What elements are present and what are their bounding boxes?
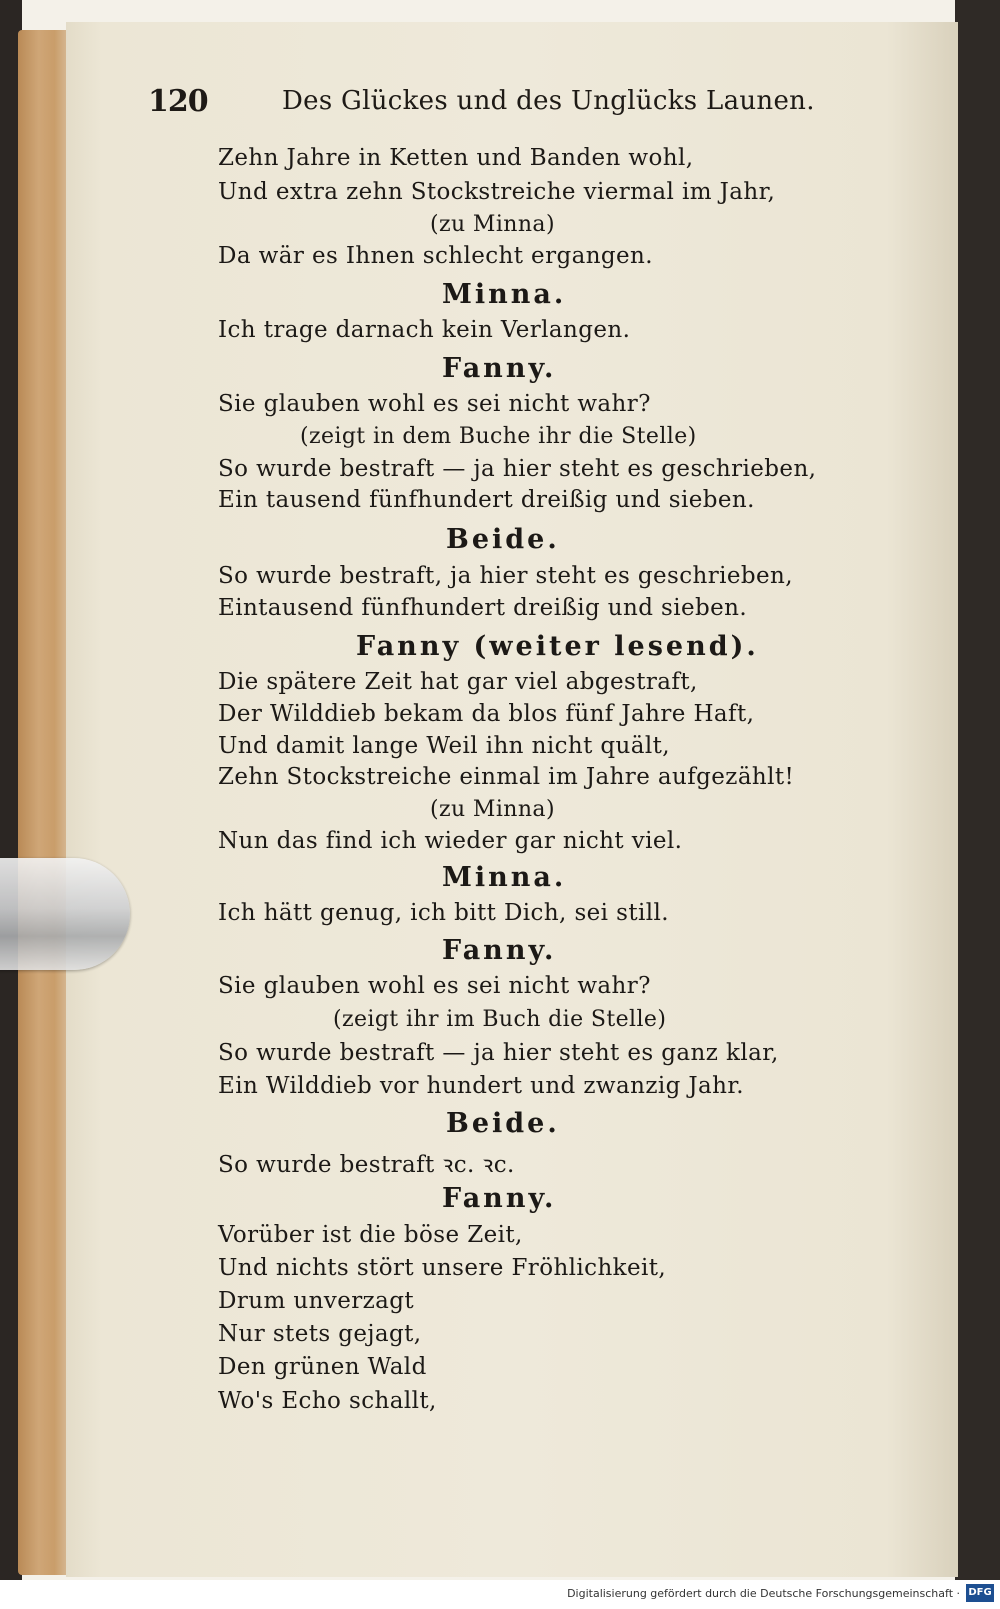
dfg-logo: DFG [966,1584,994,1602]
verse-line: Zehn Jahre in Ketten und Banden wohl, [218,145,694,171]
speaker-name: Beide. [446,1108,560,1139]
verse-line: So wurde bestraft — ja hier steht es geschrieben, [218,456,817,482]
verse-line: Und extra zehn Stockstreiche viermal im Jahr, [218,179,776,205]
verse-line: Nur stets gejagt, [218,1321,422,1347]
speaker-name: Fanny (weiter lesend). [356,631,759,662]
stage-direction: (zu Minna) [430,212,555,237]
verse-line: Drum unverzagt [218,1288,414,1314]
verse-line: Eintausend fünfhundert dreißig und sieben. [218,595,748,621]
speaker-name: Minna. [442,862,567,893]
stage-direction: (zeigt in dem Buche ihr die Stelle) [300,424,697,449]
verse-line: Sie glauben wohl es sei nicht wahr? [218,391,651,417]
verse-line: Ich hätt genug, ich bitt Dich, sei still. [218,900,669,926]
verse-line: Da wär es Ihnen schlecht ergangen. [218,243,653,269]
verse-line: Vorüber ist die böse Zeit, [218,1222,523,1248]
verse-line: Sie glauben wohl es sei nicht wahr? [218,973,651,999]
stage-direction: (zeigt ihr im Buch die Stelle) [333,1007,667,1032]
stage-direction: (zu Minna) [430,797,555,822]
verse-line: Und nichts stört unsere Fröhlichkeit, [218,1255,667,1281]
speaker-name: Fanny. [442,353,557,384]
verse-line: Ich trage darnach kein Verlangen. [218,317,631,343]
speaker-name: Fanny. [442,1183,557,1214]
verse-line: Nun das find ich wieder gar nicht viel. [218,828,683,854]
verse-line: Wo's Echo schallt, [218,1388,437,1414]
page-clip [0,858,130,970]
page-number: 120 [148,84,208,119]
verse-line: Ein Wilddieb vor hundert und zwanzig Jahr. [218,1073,744,1099]
speaker-name: Minna. [442,279,567,310]
running-head: Des Glückes und des Unglücks Launen. [282,86,815,116]
verse-line: So wurde bestraft ꝛc. ꝛc. [218,1152,515,1178]
verse-line: Die spätere Zeit hat gar viel abgestraft, [218,669,698,695]
verse-line: Der Wilddieb bekam da blos fünf Jahre Haft, [218,701,755,727]
verse-line: Zehn Stockstreiche einmal im Jahre aufgezählt! [218,764,795,790]
verse-line: Und damit lange Weil ihn nicht quält, [218,733,670,759]
verse-line: So wurde bestraft — ja hier steht es ganz klar, [218,1040,779,1066]
speaker-name: Beide. [446,524,560,555]
book-page-edges [18,30,70,1575]
verse-line: Ein tausend fünfhundert dreißig und sieben. [218,487,755,513]
verse-line: So wurde bestraft, ja hier steht es geschrieben, [218,563,793,589]
funding-credit: Digitalisierung gefördert durch die Deutsche Forschungsgemeinschaft · [567,1587,960,1600]
speaker-name: Fanny. [442,935,557,966]
scan-background-right [955,0,1000,1580]
verse-line: Den grünen Wald [218,1354,427,1380]
